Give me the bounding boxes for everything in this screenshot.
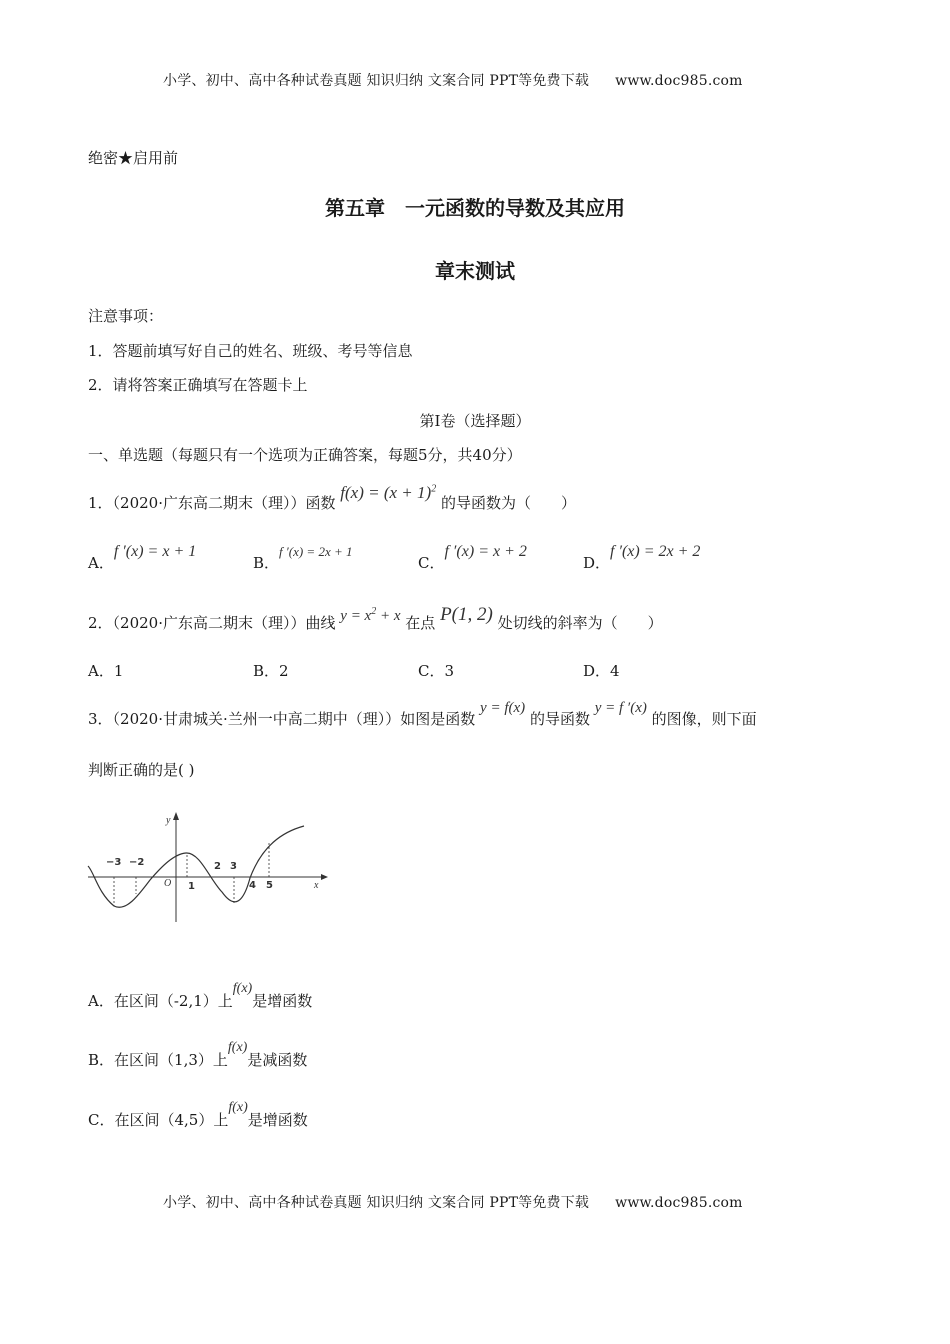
q3-option-a[interactable]: A．在区间（-2,1）上f(x)是增函数: [88, 981, 313, 1010]
q2-option-b[interactable]: B．2: [253, 662, 289, 680]
q1-option-c-formula: f ′(x) = x + 2: [444, 543, 527, 560]
q2-option-d[interactable]: D．4: [583, 662, 620, 680]
q3-formula-1: y = f(x): [480, 700, 526, 716]
part-title: 第I卷（选择题）: [419, 412, 531, 430]
header-banner-site[interactable]: www.doc985.com: [615, 73, 743, 89]
q1-option-d-formula: f ′(x) = 2x + 2: [610, 543, 701, 560]
note-item: 2．请将答案正确填写在答题卡上: [88, 376, 308, 394]
q1-option-b-formula: f ′(x) = 2x + 1: [279, 544, 353, 559]
q3-option-b-formula: f(x): [227, 1040, 248, 1055]
x-axis-arrow: [321, 874, 328, 880]
q2-option-a[interactable]: A．1: [88, 662, 124, 680]
notes-heading: 注意事项：: [88, 307, 164, 325]
q1-option-a[interactable]: A．f ′(x) = x + 1: [88, 543, 197, 572]
tick-label-minus-3: −3: [106, 857, 122, 868]
q1-suffix: 的导函数为（ ）: [440, 494, 576, 512]
q2-suffix: 处切线的斜率为（ ）: [497, 614, 663, 632]
q1-option-a-formula: f ′(x) = x + 1: [113, 543, 197, 560]
footer-banner-site[interactable]: www.doc985.com: [615, 1195, 743, 1211]
y-axis-arrow: [173, 812, 179, 820]
subtitle: 章末测试: [435, 259, 515, 283]
tick-label-5: 5: [266, 880, 273, 891]
tick-label-minus-2: −2: [129, 857, 145, 868]
question-2: [88, 604, 663, 634]
q1-formula: $f(x) = (x + 1)^2$: [340, 483, 437, 502]
note-item: 1．答题前填写好自己的姓名、班级、考号等信息: [88, 342, 413, 360]
q3-option-c-formula: f(x): [228, 1100, 248, 1115]
y-axis-label: y: [166, 815, 171, 826]
q1-option-c[interactable]: C．f ′(x) = x + 2: [418, 543, 527, 572]
tick-label-1: 1: [188, 881, 195, 892]
q1-option-d[interactable]: D．f ′(x) = 2x + 2: [583, 543, 701, 572]
question-1: [88, 483, 576, 513]
tick-label-4: 4: [249, 880, 256, 891]
q3-suffix: 的图像，则下面: [651, 710, 757, 728]
derivative-graph: [86, 808, 336, 928]
q3-option-b[interactable]: B．在区间（1,3）上f(x)是减函数: [88, 1040, 308, 1069]
q2-mid: 在点: [405, 614, 436, 632]
tick-label-2: 2: [214, 861, 221, 872]
origin-label: O: [164, 878, 172, 889]
q3-mid: 的导函数: [529, 710, 590, 728]
q1-prefix: 1．（2020·广东高二期末（理））函数: [88, 494, 336, 512]
footer-banner-text: 小学、初中、高中各种试卷真题 知识归纳 文案合同 PPT等免费下载: [163, 1195, 590, 1211]
q2-option-c[interactable]: C．3: [418, 662, 455, 680]
header-banner: [163, 70, 743, 90]
q2-prefix: 2．（2020·广东高二期末（理））曲线: [88, 614, 336, 632]
header-banner-text: 小学、初中、高中各种试卷真题 知识归纳 文案合同 PPT等免费下载: [163, 73, 590, 89]
secret-mark: 绝密★启用前: [88, 149, 179, 167]
q2-point: P(1, 2): [440, 604, 493, 625]
section-title: 一、单选题（每题只有一个选项为正确答案，每题5分，共40分）: [88, 446, 522, 464]
q3-option-a-formula: f(x): [232, 981, 253, 996]
q3-formula-2: y = f ′(x): [594, 700, 647, 716]
q3-line-2: 判断正确的是( ): [88, 761, 195, 779]
tick-label-3: 3: [230, 861, 237, 872]
q2-formula: $y = x^2 + x$: [340, 606, 401, 624]
footer-banner: [163, 1192, 743, 1212]
q1-option-b[interactable]: B．f ′(x) = 2x + 1: [253, 544, 353, 572]
chapter-title: 第五章 一元函数的导数及其应用: [325, 196, 625, 220]
q3-option-c[interactable]: C．在区间（4,5）上f(x)是增函数: [88, 1100, 308, 1129]
x-axis-label: x: [314, 880, 319, 891]
q3-prefix: 3．（2020·甘肃城关·兰州一中高二期中（理））如图是函数: [88, 710, 476, 728]
question-3: [88, 700, 757, 729]
